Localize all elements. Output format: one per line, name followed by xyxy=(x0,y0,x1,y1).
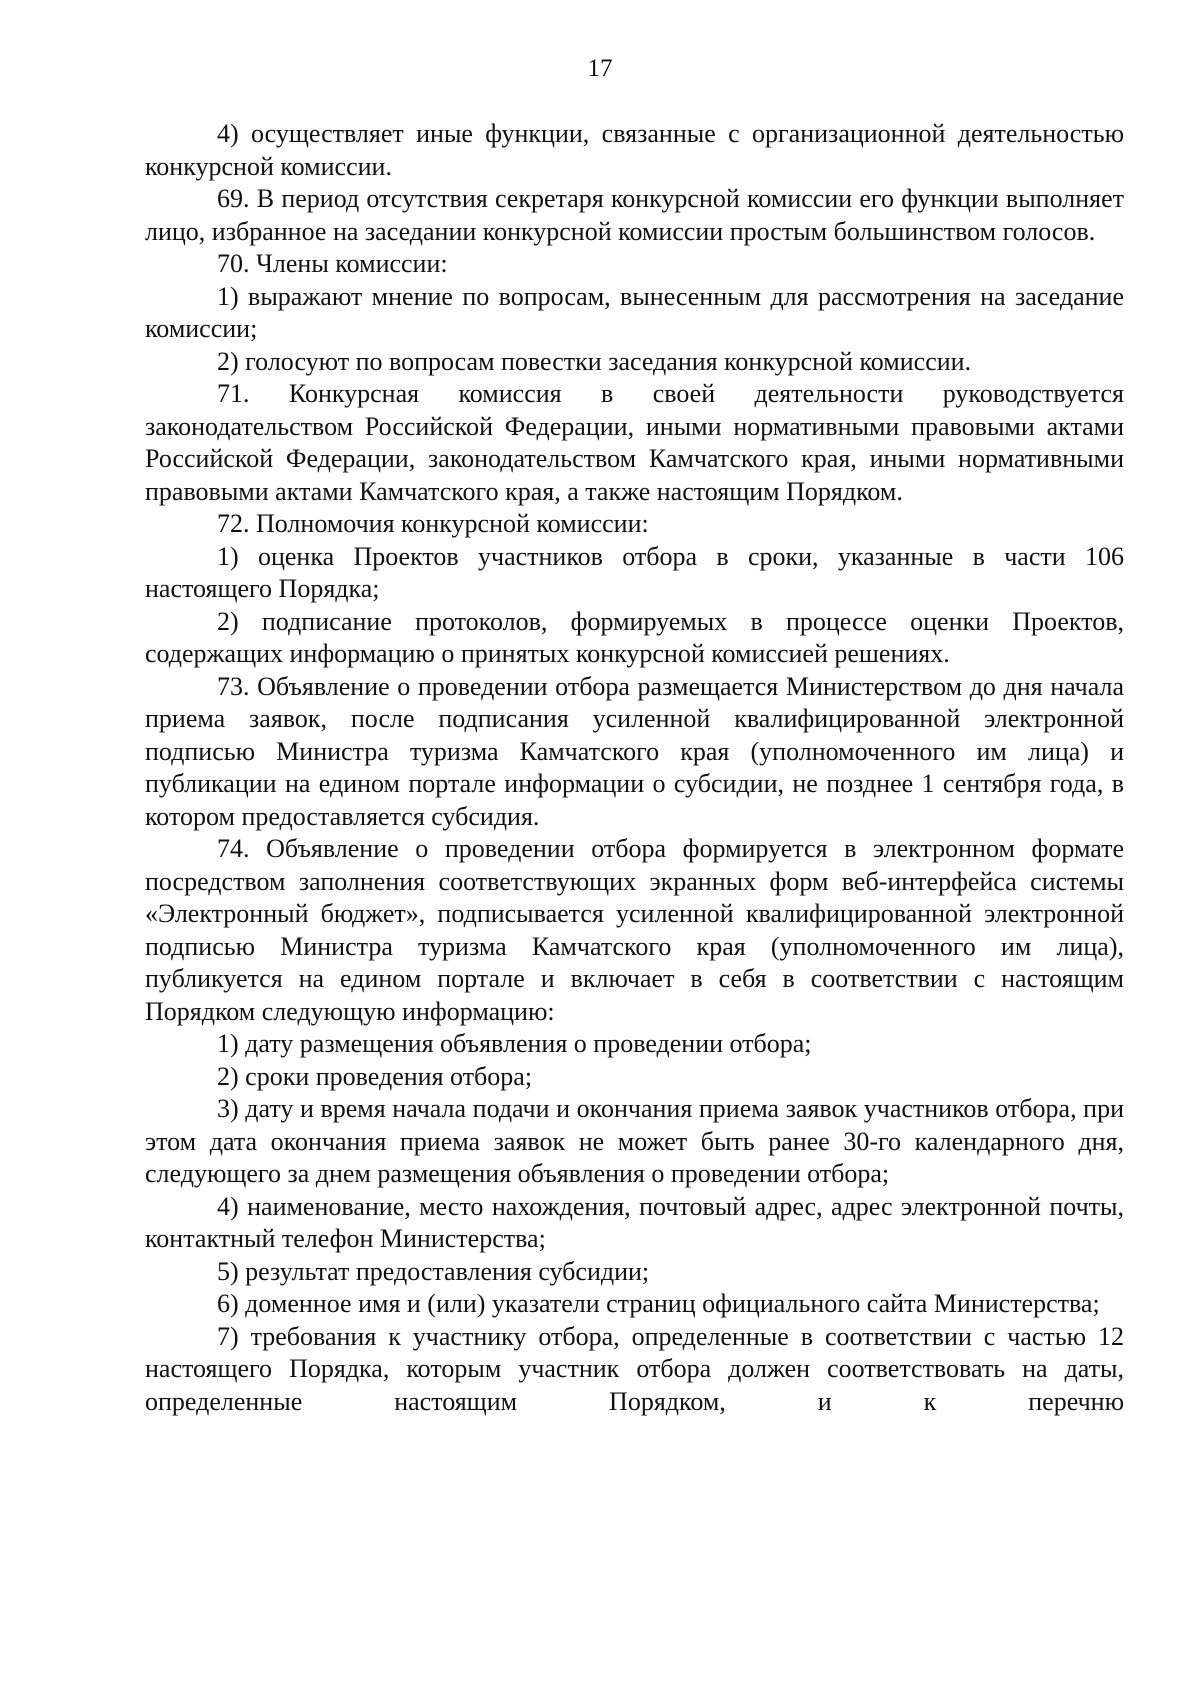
paragraph-70-item-1: 1) выражают мнение по вопросам, вынесенным для рассмотрения на заседание комиссии; xyxy=(145,281,1124,343)
paragraph-72-powers: 72. Полномочия конкурсной комиссии: xyxy=(217,509,649,538)
paragraph-74-item-5: 5) результат предоставления субсидии; xyxy=(217,1256,650,1286)
paragraph-70-item-2: 2) голосуют по вопросам повестки заседания конкурсной комиссии. xyxy=(217,346,972,376)
page-number: 17 xyxy=(587,55,613,82)
paragraph-70-members: 70. Члены комиссии: xyxy=(217,249,448,278)
paragraph-71-legal-basis: 71. Конкурсная комиссия в своей деятельности руководствуется законодательством Российской Федерации, иными нормативными правовыми актами Российской Федерации, законодательством Камчатского края, иными нормативными правовыми актами Камчатского края, а также настоящим Порядком. xyxy=(145,379,1124,506)
paragraph-73-announcement-placement: 73. Объявление о проведении отбора размещается Министерством до дня начала приема заявок, после подписания усиленной квалифицированной электронной подписью Министра туризма Камчатского края (уполномоченного им лица) и публикации на едином портале информации о субсидии, не позднее 1 сентября года, в котором предоставляется субсидия. xyxy=(145,671,1124,831)
paragraph-72-item-1: 1) оценка Проектов участников отбора в сроки, указанные в части 106 настоящего Порядка; xyxy=(145,541,1124,603)
paragraph-74-item-2: 2) сроки проведения отбора; xyxy=(217,1061,533,1091)
paragraph-72-item-2: 2) подписание протоколов, формируемых в процессе оценки Проектов, содержащих информацию о принятых конкурсной комиссией решениях. xyxy=(145,606,1124,668)
paragraph-69-secretary-absence: 69. В период отсутствия секретаря конкурсной комиссии его функции выполняет лицо, избранное на заседании конкурсной комиссии простым большинством голосов. xyxy=(145,184,1124,246)
paragraph-4-other-functions: 4) осуществляет иные функции, связанные с организационной деятельностью конкурсной комиссии. xyxy=(145,119,1124,181)
paragraph-74-item-1: 1) дату размещения объявления о проведении отбора; xyxy=(217,1029,812,1058)
document-body xyxy=(145,118,1124,1418)
paragraph-74-item-3: 3) дату и время начала подачи и окончания приема заявок участников отбора, при этом дата окончания приема заявок не может быть ранее 30-го календарного дня, следующего за днем размещения объявления о проведении отбора; xyxy=(145,1094,1124,1188)
paragraph-74-item-6: 6) доменное имя и (или) указатели страниц официального сайта Министерства; xyxy=(217,1289,1100,1318)
paragraph-74-item-4: 4) наименование, место нахождения, почтовый адрес, адрес электронной почты, контактный телефон Министерства; xyxy=(145,1191,1124,1253)
paragraph-74-item-7: 7) требования к участнику отбора, определенные в соответствии с частью 12 настоящего Порядка, которым участник отбора должен соответствовать на даты, определенные настоящим Порядком, и к перечню xyxy=(145,1321,1124,1416)
paragraph-74-announcement-format: 74. Объявление о проведении отбора формируется в электронном формате посредством заполнения соответствующих экранных форм веб-интерфейса системы «Электронный бюджет», подписывается усиленной квалифицированной электронной подписью Министра туризма Камчатского края (уполномоченного им лица), публикуется на едином портале и включает в себя в соответствии с настоящим Порядком следующую информацию: xyxy=(145,834,1124,1026)
